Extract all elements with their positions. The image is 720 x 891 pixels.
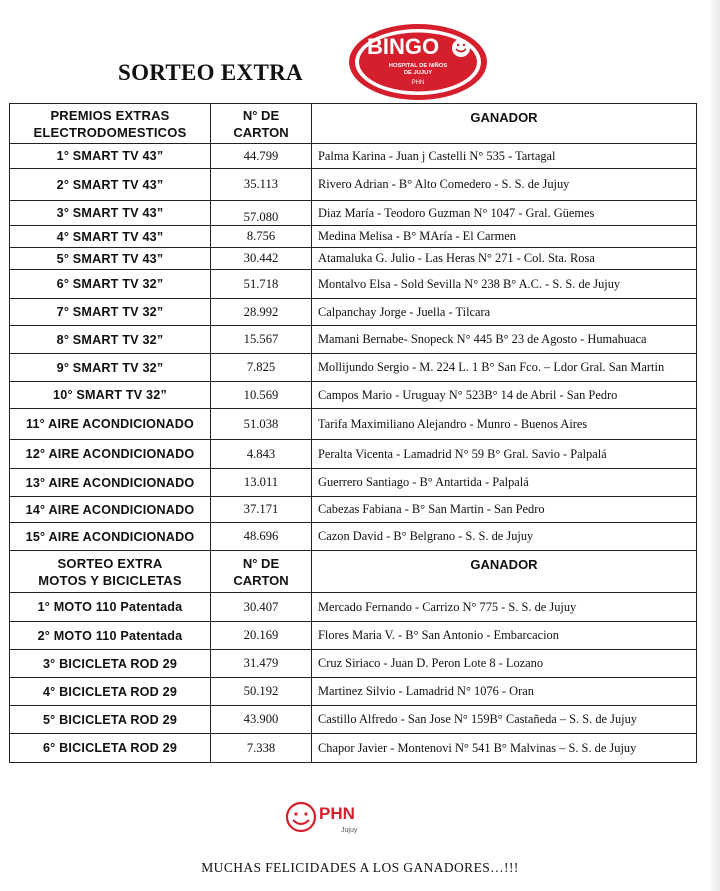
winner-cell: Atamaluka G. Julio - Las Heras N° 271 - Col. Sta. Rosa — [312, 248, 697, 270]
table-row — [10, 354, 697, 382]
carton-number-cell: 43.900 — [211, 706, 312, 734]
carton-number-cell: 51.718 — [211, 270, 312, 299]
winner-cell: Chapor Javier - Montenovi N° 541 B° Malvinas – S. S. de Jujuy — [312, 734, 697, 763]
winner-cell: Palma Karina - Juan j Castelli N° 535 - Tartagal — [312, 144, 697, 169]
carton-column-header — [211, 551, 312, 593]
winner-cell: Rivero Adrian - B° Alto Comedero - S. S. de Jujuy — [312, 169, 697, 201]
winner-cell: Calpanchay Jorge - Juella - Tilcara — [312, 299, 697, 326]
winner-cell: Campos Mario - Uruguay N° 523B° 14 de Abril - San Pedro — [312, 382, 697, 409]
carton-header-line: N° DE — [242, 107, 280, 123]
table-row — [10, 382, 697, 409]
prize-header-line: MOTOS Y BICICLETAS — [38, 572, 182, 588]
winner-cell: Flores Maria V. - B° San Antonio - Embarcacion — [312, 622, 697, 650]
winner-cell: Medina Melisa - B° MAría - El Carmen — [312, 226, 697, 248]
carton-number-cell: 50.192 — [211, 678, 312, 706]
carton-column-header — [211, 104, 312, 144]
prize-header-line: PREMIOS EXTRAS — [50, 107, 170, 123]
table-header-row — [10, 104, 697, 144]
winner-cell: Cruz Siriaco - Juan D. Peron Lote 8 - Lozano — [312, 650, 697, 678]
svg-text:HOSPITAL DE NIÑOS: HOSPITAL DE NIÑOS — [388, 63, 448, 69]
prize-cell: 5° SMART TV 43” — [10, 248, 211, 270]
table-row — [10, 144, 697, 169]
table-row — [10, 270, 697, 299]
prize-cell: 5° BICICLETA ROD 29 — [10, 706, 211, 734]
table-row — [10, 299, 697, 326]
carton-number-cell: 57.080 — [211, 201, 312, 226]
prize-cell: 10° SMART TV 32” — [10, 382, 211, 409]
carton-header-line: CARTON — [233, 124, 289, 140]
prize-cell: 11° AIRE ACONDICIONADO — [10, 409, 211, 440]
prizes-table — [9, 103, 697, 763]
carton-header-line: N° DE — [242, 555, 280, 571]
winner-cell: Castillo Alfredo - San Jose N° 159B° Castañeda – S. S. de Jujuy — [312, 706, 697, 734]
table-row — [10, 326, 697, 354]
page-title: SORTEO EXTRA — [118, 60, 303, 85]
prize-cell: 3° BICICLETA ROD 29 — [10, 650, 211, 678]
prize-cell: 12° AIRE ACONDICIONADO — [10, 440, 211, 469]
table-row — [10, 593, 697, 622]
page-edge-shadow — [708, 0, 720, 891]
table-row — [10, 497, 697, 523]
prize-column-header — [10, 551, 211, 593]
winner-column-header: GANADOR — [312, 104, 697, 144]
svg-text:PHN: PHN — [319, 804, 355, 823]
winner-cell: Cazon David - B° Belgrano - S. S. de Jujuy — [312, 523, 697, 551]
carton-number-cell: 30.442 — [211, 248, 312, 270]
prize-header-line: SORTEO EXTRA — [57, 555, 163, 571]
carton-header-line: CARTON — [233, 572, 289, 588]
prize-cell: 14° AIRE ACONDICIONADO — [10, 497, 211, 523]
svg-text:DE JUJUY: DE JUJUY — [403, 70, 433, 76]
winner-cell: Cabezas Fabiana - B° San Martin - San Pedro — [312, 497, 697, 523]
carton-number-cell: 13.011 — [211, 469, 312, 497]
carton-number-cell: 7.338 — [211, 734, 312, 763]
prize-cell: 8° SMART TV 32” — [10, 326, 211, 354]
carton-number-cell: 20.169 — [211, 622, 312, 650]
table-row — [10, 226, 697, 248]
prize-cell: 3° SMART TV 43” — [10, 201, 211, 226]
table-row — [10, 706, 697, 734]
prize-column-header — [10, 104, 211, 144]
carton-number-cell: 37.171 — [211, 497, 312, 523]
table-row — [10, 469, 697, 497]
prize-cell: 1° SMART TV 43” — [10, 144, 211, 169]
winner-cell: Mollijundo Sergio - M. 224 L. 1 B° San Fco. – Ldor Gral. San Martin — [312, 354, 697, 382]
table-row — [10, 650, 697, 678]
carton-number-cell: 28.992 — [211, 299, 312, 326]
carton-number-cell: 7.825 — [211, 354, 312, 382]
table-header-row — [10, 551, 697, 593]
carton-number-cell: 48.696 — [211, 523, 312, 551]
winner-column-header: GANADOR — [312, 551, 697, 593]
carton-number-cell: 44.799 — [211, 144, 312, 169]
bingo-logo — [347, 22, 489, 102]
prize-cell: 2° SMART TV 43” — [10, 169, 211, 201]
winner-cell: Montalvo Elsa - Sold Sevilla N° 238 B° A.C. - S. S. de Jujuy — [312, 270, 697, 299]
table-row — [10, 622, 697, 650]
prize-cell: 4° SMART TV 43” — [10, 226, 211, 248]
prize-cell: 6° SMART TV 32” — [10, 270, 211, 299]
winner-cell: Tarifa Maximiliano Alejandro - Munro - Buenos Aires — [312, 409, 697, 440]
carton-number-cell: 4.843 — [211, 440, 312, 469]
prize-header-line: ELECTRODOMESTICOS — [33, 124, 187, 140]
table-row — [10, 440, 697, 469]
winner-cell: Martinez Silvio - Lamadrid N° 1076 - Oran — [312, 678, 697, 706]
table-row — [10, 169, 697, 201]
svg-text:BINGO: BINGO — [366, 34, 440, 59]
svg-text:Jujuy: Jujuy — [341, 827, 358, 834]
carton-number-cell: 35.113 — [211, 169, 312, 201]
prize-cell: 6° BICICLETA ROD 29 — [10, 734, 211, 763]
winner-cell: Mercado Fernando - Carrizo N° 775 - S. S. de Jujuy — [312, 593, 697, 622]
carton-number-cell: 15.567 — [211, 326, 312, 354]
table-row — [10, 409, 697, 440]
prize-cell: 1° MOTO 110 Patentada — [10, 593, 211, 622]
prize-cell: 15° AIRE ACONDICIONADO — [10, 523, 211, 551]
table-row — [10, 523, 697, 551]
carton-number-cell: 51.038 — [211, 409, 312, 440]
table-row — [10, 678, 697, 706]
winner-cell: Peralta Vicenta - Lamadrid N° 59 B° Gral. Savio - Palpalá — [312, 440, 697, 469]
winner-cell: Mamani Bernabe- Snopeck N° 445 B° 23 de Agosto - Humahuaca — [312, 326, 697, 354]
prize-cell: 9° SMART TV 32” — [10, 354, 211, 382]
carton-number-cell: 30.407 — [211, 593, 312, 622]
carton-number-cell: 8.756 — [211, 226, 312, 248]
prize-cell: 7° SMART TV 32” — [10, 299, 211, 326]
phn-footer-logo — [283, 797, 367, 837]
carton-number-cell: 31.479 — [211, 650, 312, 678]
svg-text:PHN: PHN — [411, 80, 425, 86]
table-row — [10, 248, 697, 270]
prize-cell: 4° BICICLETA ROD 29 — [10, 678, 211, 706]
congratulations-message: MUCHAS FELICIDADES A LOS GANADORES…!!! — [201, 860, 519, 875]
table-row — [10, 201, 697, 226]
winner-cell: Guerrero Santiago - B° Antartida - Palpalá — [312, 469, 697, 497]
carton-number-cell: 10.569 — [211, 382, 312, 409]
prize-cell: 13° AIRE ACONDICIONADO — [10, 469, 211, 497]
prize-cell: 2° MOTO 110 Patentada — [10, 622, 211, 650]
table-row — [10, 734, 697, 763]
winner-cell: Diaz María - Teodoro Guzman N° 1047 - Gral. Güemes — [312, 201, 697, 226]
